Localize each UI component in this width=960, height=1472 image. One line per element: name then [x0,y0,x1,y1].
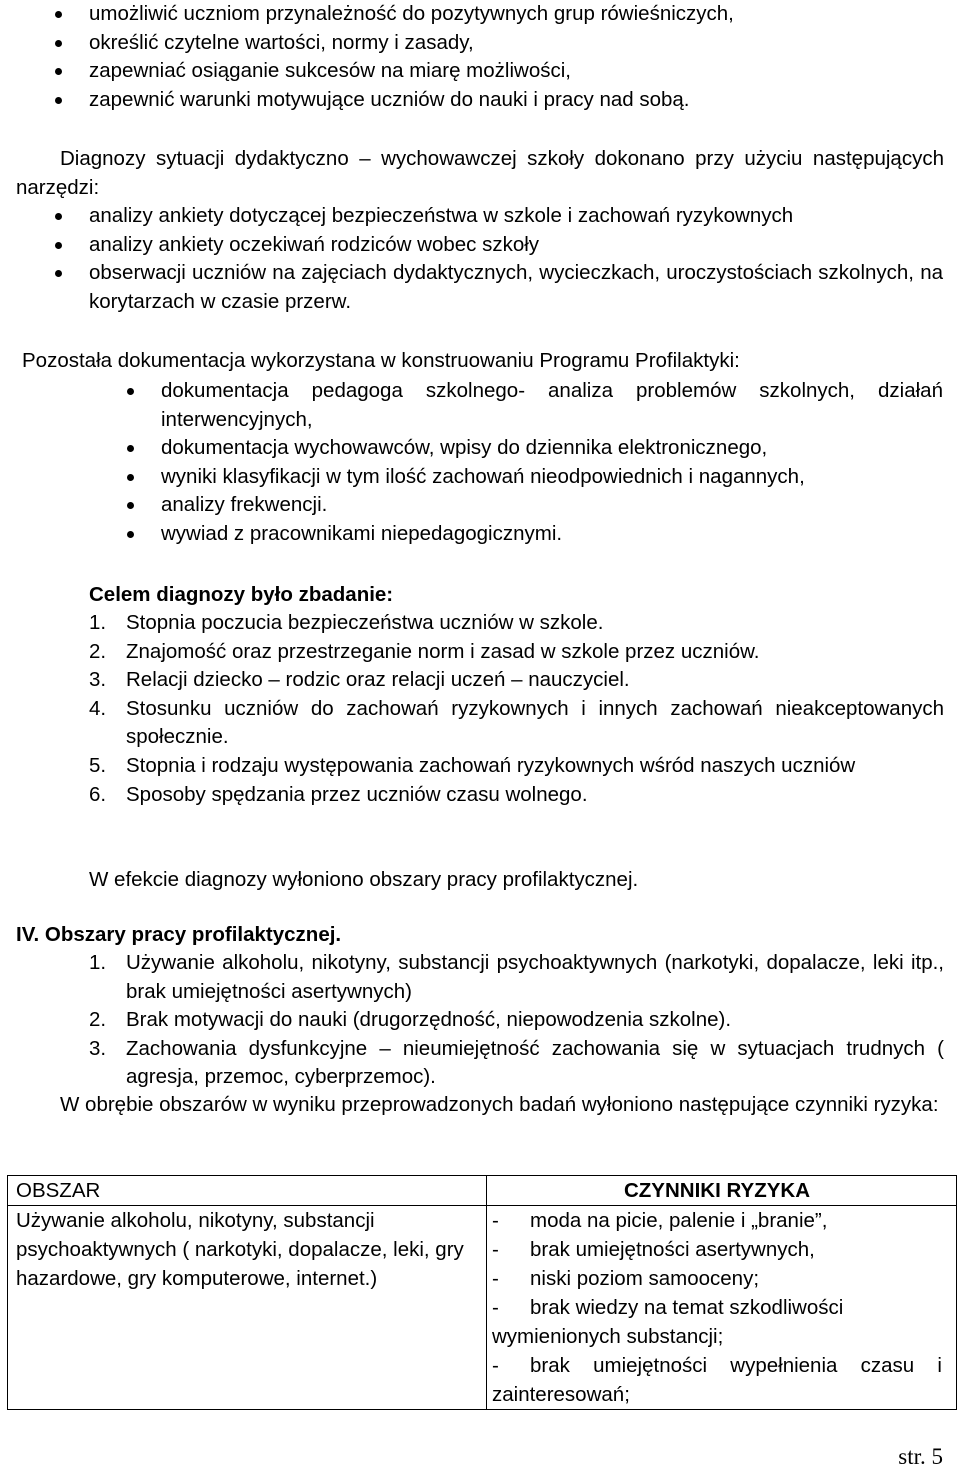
list-item [89,666,944,695]
list-item: analizy ankiety dotyczącej bezpieczeństwa w szkole i zachowań ryzykownych [89,202,943,231]
list-item: analizy frekwencji. [161,491,943,520]
item-text: Brak motywacji do nauki (drugorzędność, niepowodzenia szkolne). [126,1008,732,1032]
page-number: str. 5 [898,1444,943,1469]
list-item [492,1264,942,1293]
table-cell-risks [487,1206,957,1410]
risk-first-line [492,1293,942,1322]
dash-marker: - [492,1354,499,1377]
table-header-area: OBSZAR [8,1176,487,1206]
item-text: Używanie alkoholu, nikotyny, substancji psychoaktywnych (narkotyki, dopalacze, leki itp., brak umiejętności asertywnych) [126,951,944,1003]
list-item: umożliwić uczniom przynależność do pozytywnych grup rówieśniczych, [89,0,949,29]
list-item [492,1206,942,1235]
item-number: 4. [89,696,107,720]
list-item: analizy ankiety oczekiwań rodziców wobec szkoły [89,231,943,260]
item-text: Zachowania dysfunkcyjne – nieumiejętność zachowania się w sytuacjach trudnych ( agresja, przemoc, cyberprzemoc). [126,1036,944,1089]
list-item: dokumentacja wychowawców, wpisy do dziennika elektronicznego, [161,434,943,463]
risk-text: niski poziom samooceny; [530,1267,760,1290]
list-item [89,1006,944,1035]
area-text: Używanie alkoholu, nikotyny, substancji psychoaktywnych ( narkotyki, dopalacze, leki, gry hazardowe, gry komputerowe, internet.) [16,1209,464,1290]
documentation-intro: Pozostała dokumentacja wykorzystana w konstruowaniu Programu Profilaktyki: [22,349,740,372]
dash-marker: - [492,1296,499,1319]
list-item [89,695,944,752]
prevention-areas-list [89,949,944,1092]
item-number: 2. [89,639,107,663]
documentation-list [161,377,943,549]
item-text: Sposoby spędzania przez uczniów czasu wolnego. [126,782,588,806]
risk-first-line [492,1351,942,1380]
list-item [89,638,944,667]
dash-marker: - [492,1209,499,1232]
diagnosis-result: W efekcie diagnozy wyłoniono obszary pracy profilaktycznej. [89,868,639,891]
item-number: 1. [89,951,107,974]
item-text: Stopnia i rodzaju występowania zachowań ryzykownych wśród naszych uczniów [126,753,856,777]
table-row [8,1206,957,1410]
item-number: 3. [89,1036,107,1060]
list-item: zapewniać osiąganie sukcesów na miarę możliwości, [89,57,949,86]
diagnosis-intro: Diagnozy sytuacji dydaktyczno – wychowawczej szkoły dokonano przy użyciu następujących narzędzi: [16,147,944,199]
section-iv-heading: IV. Obszary pracy profilaktycznej. [16,923,342,946]
list-item [492,1235,942,1264]
table-header-row [8,1176,957,1206]
diagnosis-tools-list [89,202,943,316]
list-item [89,752,944,781]
table-header-risks: CZYNNIKI RYZYKA [487,1176,957,1206]
item-number: 2. [89,1008,107,1032]
risk-text: brak umiejętności wypełnienia czasu i [530,1354,942,1377]
table-cell-area [8,1206,487,1410]
list-item: wyniki klasyfikacji w tym ilość zachowań nieodpowiednich i nagannych, [161,463,943,492]
intro-bullet-list [89,0,949,114]
goal-list [89,609,944,809]
item-text: Relacji dziecko – rodzic oraz relacji uczeń – nauczyciel. [126,668,630,692]
list-item: określić czytelne wartości, normy i zasady, [89,29,949,58]
dash-marker: - [492,1238,499,1261]
risk-text: brak umiejętności asertywnych, [530,1238,815,1261]
item-number: 3. [89,668,107,692]
goal-heading: Celem diagnozy było zbadanie: [89,583,394,606]
item-text: Stosunku uczniów do zachowań ryzykownych i innych zachowań nieakceptowanych społecznie. [126,696,944,749]
list-item: zapewnić warunki motywujące uczniów do nauki i pracy nad sobą. [89,86,949,115]
list-item [492,1293,942,1351]
risk-factors-table [7,1175,957,1410]
list-item: obserwacji uczniów na zajęciach dydaktycznych, wycieczkach, uroczystościach szkolnych, na korytarzach w czasie przerw. [89,259,943,316]
list-item [89,781,944,810]
risk-text: brak wiedzy na temat szkodliwości [530,1296,844,1319]
item-number: 1. [89,611,107,634]
item-number: 5. [89,753,107,777]
item-text: Znajomość oraz przestrzeganie norm i zasad w szkole przez uczniów. [126,639,760,663]
risk-text-continuation: zainteresowań; [492,1383,630,1406]
list-item [89,609,944,638]
risk-text-continuation: wymienionych substancji; [492,1325,724,1348]
item-number: 6. [89,782,107,806]
list-item [492,1351,942,1409]
list-item [89,1035,944,1092]
list-item [89,949,944,1006]
list-item: wywiad z pracownikami niepedagogicznymi. [161,520,943,549]
list-item: dokumentacja pedagoga szkolnego- analiza problemów szkolnych, działań interwencyjnych, [161,377,943,434]
dash-marker: - [492,1267,499,1290]
item-text: Stopnia poczucia bezpieczeństwa uczniów w szkole. [126,611,604,634]
risk-factors-intro: W obrębie obszarów w wyniku przeprowadzonych badań wyłoniono następujące czynniki ryzyka: [60,1093,939,1116]
risk-text: moda na picie, palenie i „branie”, [530,1209,828,1232]
